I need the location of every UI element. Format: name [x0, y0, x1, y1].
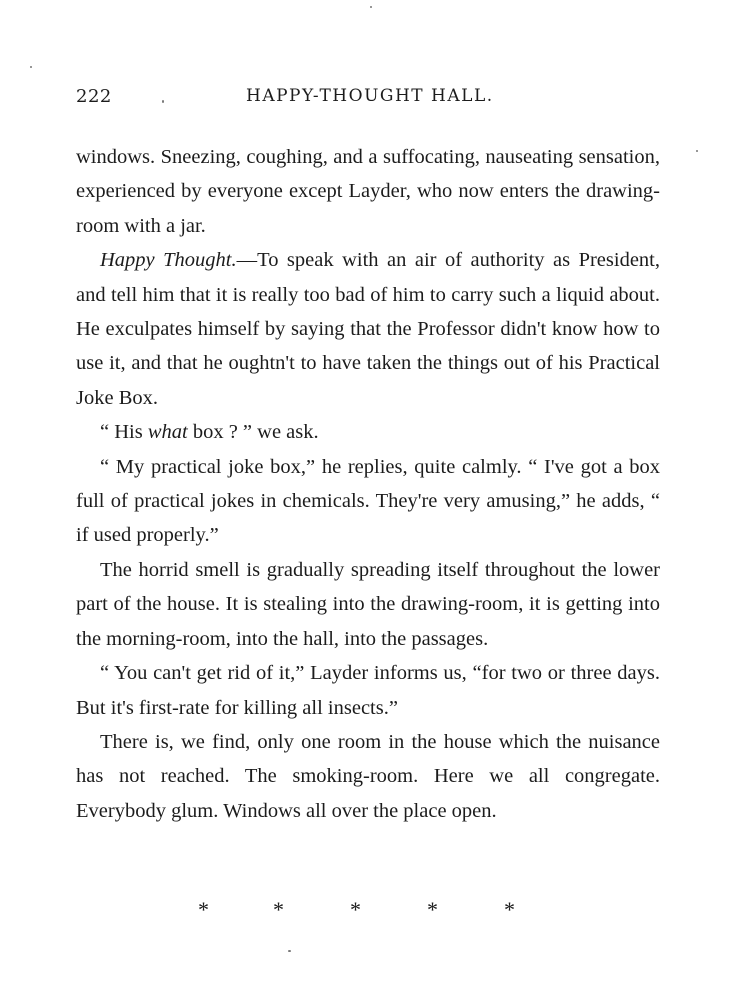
paragraph-happy-thought-text: —To speak with an air of authority as President, and tell him that it is really too bad of him to carry such a liquid about. He exculpates himself by saying that the Professor didn't know how to use it, and that he oughtn't to have taken the things out of his Practical Joke Box. — [76, 249, 660, 409]
paragraph-smoking-room: There is, we find, only one room in the house which the nuisance has not reached. The smoking-room. Here we all congregate. Everybody glum. Windows all over the place open. — [76, 730, 660, 822]
italic-happy-thought: Happy Thought. — [100, 249, 237, 272]
ornament-star: * — [504, 897, 515, 922]
italic-what: what — [147, 421, 188, 444]
paragraph-continuation: windows. Sneezing, coughing, and a suffocating, nauseating sensation, experienced by everyone except Layder, who now enters the drawing-room with a jar. — [76, 146, 660, 237]
his-what-box-end: box ? ” we ask. — [187, 421, 319, 444]
ornament-star: * — [198, 897, 209, 922]
scan-speck — [162, 100, 164, 103]
ornament-star: * — [350, 897, 361, 922]
scan-speck — [696, 150, 698, 152]
scan-speck — [30, 66, 32, 68]
section-break-ornament — [198, 897, 528, 925]
paragraph-practical-joke-box: “ My practical joke box,” he replies, quite calmly. “ I've got a box full of practical jokes in chemicals. They're very amusing,” he adds, “ if used properly.” — [76, 455, 660, 547]
page-number: 222 — [76, 86, 112, 107]
scan-speck — [370, 6, 372, 8]
body-text — [76, 140, 660, 828]
ornament-star: * — [427, 897, 438, 922]
ornament-star: * — [273, 897, 284, 922]
running-title: HAPPY-THOUGHT HALL. — [246, 86, 494, 106]
paragraph-his-what-box — [76, 415, 660, 449]
paragraph-cant-get-rid: “ You can't get rid of it,” Layder informs us, “for two or three days. But it's first-rate for killing all insects.” — [76, 662, 660, 719]
paragraph-happy-thought — [76, 243, 660, 415]
scan-speck — [288, 950, 291, 952]
his-what-box-start: “ His — [100, 421, 148, 444]
paragraph-horrid-smell: The horrid smell is gradually spreading itself throughout the lower part of the house. It is stealing into the drawing-room, it is getting into the morning-room, into the hall, into the passages. — [76, 558, 660, 650]
